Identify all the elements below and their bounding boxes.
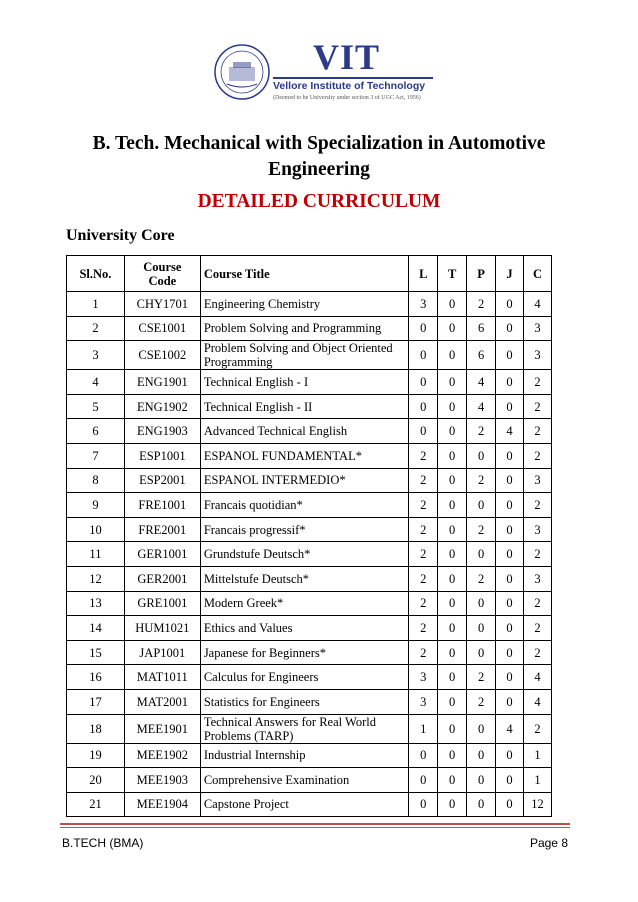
cell-t: 0 (438, 419, 467, 444)
table-row (67, 292, 552, 317)
cell-c: 2 (523, 419, 551, 444)
cell-slno: 7 (67, 443, 125, 468)
cell-p: 2 (467, 689, 496, 714)
cell-p: 4 (467, 370, 496, 395)
cell-j: 0 (496, 743, 524, 768)
cell-course-code: GER1001 (124, 542, 200, 567)
cell-t: 0 (438, 591, 467, 616)
cell-t: 0 (438, 689, 467, 714)
cell-t: 0 (438, 566, 467, 591)
cell-l: 3 (409, 665, 438, 690)
header-l: L (409, 256, 438, 292)
cell-course-code: ENG1902 (124, 394, 200, 419)
cell-t: 0 (438, 292, 467, 317)
cell-slno: 3 (67, 341, 125, 370)
cell-j: 4 (496, 419, 524, 444)
cell-t: 0 (438, 394, 467, 419)
cell-t: 0 (438, 443, 467, 468)
cell-slno: 5 (67, 394, 125, 419)
cell-course-title: Technical English - I (200, 370, 408, 395)
cell-p: 0 (467, 640, 496, 665)
cell-course-title: Mittelstufe Deutsch* (200, 566, 408, 591)
cell-p: 0 (467, 714, 496, 743)
table-row (67, 665, 552, 690)
cell-l: 2 (409, 591, 438, 616)
vit-wordmark: VIT (313, 37, 381, 77)
cell-course-code: MEE1904 (124, 792, 200, 817)
table-row (67, 566, 552, 591)
cell-l: 3 (409, 292, 438, 317)
table-row (67, 591, 552, 616)
table-row (67, 743, 552, 768)
cell-slno: 10 (67, 517, 125, 542)
institute-name: Vellore Institute of Technology (273, 80, 426, 92)
cell-j: 0 (496, 689, 524, 714)
header-p: P (467, 256, 496, 292)
cell-l: 0 (409, 792, 438, 817)
table-row (67, 419, 552, 444)
cell-course-code: MAT2001 (124, 689, 200, 714)
cell-p: 4 (467, 394, 496, 419)
header-code-line-1: Course (143, 259, 182, 274)
header-course-title: Course Title (200, 256, 408, 292)
table-header-row (67, 256, 552, 292)
footer-rule (60, 823, 570, 825)
cell-course-code: GRE1001 (124, 591, 200, 616)
cell-j: 0 (496, 665, 524, 690)
cell-l: 0 (409, 743, 438, 768)
cell-j: 0 (496, 468, 524, 493)
cell-j: 0 (496, 542, 524, 567)
cell-course-code: MEE1902 (124, 743, 200, 768)
cell-slno: 11 (67, 542, 125, 567)
cell-course-title: Problem Solving and Object Oriented Programming (200, 341, 408, 370)
cell-p: 6 (467, 341, 496, 370)
page-subtitle: DETAILED CURRICULUM (197, 191, 441, 212)
table-row (67, 493, 552, 518)
cell-p: 0 (467, 493, 496, 518)
cell-c: 2 (523, 640, 551, 665)
cell-c: 3 (523, 468, 551, 493)
table-row (67, 394, 552, 419)
cell-c: 3 (523, 341, 551, 370)
cell-j: 0 (496, 493, 524, 518)
cell-l: 2 (409, 640, 438, 665)
cell-slno: 8 (67, 468, 125, 493)
cell-j: 0 (496, 792, 524, 817)
cell-p: 0 (467, 616, 496, 641)
cell-p: 2 (467, 292, 496, 317)
cell-t: 0 (438, 714, 467, 743)
cell-c: 3 (523, 517, 551, 542)
cell-c: 2 (523, 493, 551, 518)
cell-course-title: Francais progressif* (200, 517, 408, 542)
cell-course-title: Grundstufe Deutsch* (200, 542, 408, 567)
table-row (67, 370, 552, 395)
institute-tagline: (Deemed to be University under section 3 of UGC Act, 1956) (273, 95, 421, 101)
cell-course-title: Technical Answers for Real World Problems (TARP) (200, 714, 408, 743)
cell-l: 2 (409, 493, 438, 518)
table-row (67, 542, 552, 567)
cell-t: 0 (438, 493, 467, 518)
cell-p: 0 (467, 443, 496, 468)
cell-l: 0 (409, 341, 438, 370)
logo-rule (273, 77, 433, 79)
cell-l: 0 (409, 316, 438, 341)
header-slno: Sl.No. (67, 256, 125, 292)
table-row (67, 714, 552, 743)
cell-l: 2 (409, 468, 438, 493)
cell-t: 0 (438, 665, 467, 690)
table-row (67, 517, 552, 542)
table-row (67, 443, 552, 468)
header-course-code (124, 256, 200, 292)
cell-p: 2 (467, 665, 496, 690)
cell-c: 2 (523, 542, 551, 567)
cell-course-title: Japanese for Beginners* (200, 640, 408, 665)
cell-slno: 6 (67, 419, 125, 444)
cell-t: 0 (438, 370, 467, 395)
cell-t: 0 (438, 468, 467, 493)
cell-course-code: MEE1903 (124, 768, 200, 793)
cell-course-code: ESP1001 (124, 443, 200, 468)
cell-course-code: CSE1002 (124, 341, 200, 370)
cell-course-title: ESPANOL FUNDAMENTAL* (200, 443, 408, 468)
cell-j: 0 (496, 316, 524, 341)
cell-course-title: Francais quotidian* (200, 493, 408, 518)
cell-course-code: MAT1011 (124, 665, 200, 690)
cell-course-title: Ethics and Values (200, 616, 408, 641)
cell-l: 2 (409, 616, 438, 641)
title-line-2: Engineering (268, 159, 370, 180)
cell-t: 0 (438, 316, 467, 341)
cell-t: 0 (438, 743, 467, 768)
table-row (67, 468, 552, 493)
page-title (60, 131, 578, 183)
cell-course-code: HUM1021 (124, 616, 200, 641)
table-row (67, 640, 552, 665)
cell-p: 2 (467, 566, 496, 591)
cell-c: 3 (523, 316, 551, 341)
vit-logo (213, 38, 431, 112)
cell-slno: 19 (67, 743, 125, 768)
cell-course-title: Industrial Internship (200, 743, 408, 768)
cell-j: 0 (496, 768, 524, 793)
cell-c: 2 (523, 591, 551, 616)
cell-slno: 4 (67, 370, 125, 395)
cell-p: 6 (467, 316, 496, 341)
header-code-line-2: Code (148, 273, 177, 288)
table-row (67, 792, 552, 817)
header-t: T (438, 256, 467, 292)
cell-j: 0 (496, 591, 524, 616)
cell-t: 0 (438, 768, 467, 793)
cell-c: 2 (523, 616, 551, 641)
cell-slno: 1 (67, 292, 125, 317)
cell-slno: 16 (67, 665, 125, 690)
cell-p: 0 (467, 542, 496, 567)
table-row (67, 316, 552, 341)
footer-page-number: Page 8 (529, 836, 568, 850)
cell-p: 0 (467, 768, 496, 793)
cell-c: 1 (523, 768, 551, 793)
cell-slno: 21 (67, 792, 125, 817)
footer-rule-thin (60, 827, 570, 828)
header-c: C (523, 256, 551, 292)
cell-course-title: Comprehensive Examination (200, 768, 408, 793)
cell-l: 0 (409, 768, 438, 793)
cell-t: 0 (438, 792, 467, 817)
cell-slno: 12 (67, 566, 125, 591)
cell-j: 0 (496, 341, 524, 370)
cell-slno: 13 (67, 591, 125, 616)
title-line-1: B. Tech. Mechanical with Specialization in Automotive (92, 133, 546, 154)
cell-t: 0 (438, 616, 467, 641)
cell-course-title: Engineering Chemistry (200, 292, 408, 317)
cell-p: 0 (467, 743, 496, 768)
cell-t: 0 (438, 542, 467, 567)
cell-course-title: Modern Greek* (200, 591, 408, 616)
cell-course-code: FRE2001 (124, 517, 200, 542)
cell-l: 0 (409, 370, 438, 395)
cell-p: 0 (467, 591, 496, 616)
cell-l: 0 (409, 394, 438, 419)
header-j: J (496, 256, 524, 292)
cell-c: 3 (523, 566, 551, 591)
cell-course-code: JAP1001 (124, 640, 200, 665)
cell-course-title: Calculus for Engineers (200, 665, 408, 690)
university-seal-icon (213, 42, 271, 102)
section-heading: University Core (66, 227, 175, 244)
cell-course-code: ESP2001 (124, 468, 200, 493)
cell-course-title: Problem Solving and Programming (200, 316, 408, 341)
cell-course-code: FRE1001 (124, 493, 200, 518)
cell-course-title: Technical English - II (200, 394, 408, 419)
cell-c: 4 (523, 689, 551, 714)
cell-course-code: ENG1901 (124, 370, 200, 395)
cell-t: 0 (438, 517, 467, 542)
cell-c: 2 (523, 394, 551, 419)
cell-c: 4 (523, 665, 551, 690)
curriculum-table (66, 255, 552, 817)
cell-c: 12 (523, 792, 551, 817)
cell-j: 0 (496, 443, 524, 468)
table-row (67, 616, 552, 641)
cell-j: 0 (496, 292, 524, 317)
cell-c: 4 (523, 292, 551, 317)
cell-j: 0 (496, 616, 524, 641)
cell-slno: 15 (67, 640, 125, 665)
table-row (67, 768, 552, 793)
cell-course-title: Capstone Project (200, 792, 408, 817)
cell-course-title: Advanced Technical English (200, 419, 408, 444)
cell-j: 0 (496, 640, 524, 665)
cell-l: 2 (409, 566, 438, 591)
cell-p: 2 (467, 517, 496, 542)
cell-t: 0 (438, 341, 467, 370)
cell-slno: 14 (67, 616, 125, 641)
cell-course-code: ENG1903 (124, 419, 200, 444)
cell-slno: 17 (67, 689, 125, 714)
cell-course-code: CSE1001 (124, 316, 200, 341)
cell-p: 2 (467, 468, 496, 493)
cell-course-title: ESPANOL INTERMEDIO* (200, 468, 408, 493)
cell-t: 0 (438, 640, 467, 665)
cell-course-title: Statistics for Engineers (200, 689, 408, 714)
cell-course-code: CHY1701 (124, 292, 200, 317)
cell-l: 2 (409, 542, 438, 567)
cell-c: 2 (523, 714, 551, 743)
cell-l: 1 (409, 714, 438, 743)
cell-l: 2 (409, 517, 438, 542)
cell-c: 2 (523, 370, 551, 395)
cell-l: 3 (409, 689, 438, 714)
cell-slno: 2 (67, 316, 125, 341)
cell-slno: 18 (67, 714, 125, 743)
table-row (67, 341, 552, 370)
cell-p: 0 (467, 792, 496, 817)
cell-p: 2 (467, 419, 496, 444)
table-row (67, 689, 552, 714)
cell-j: 0 (496, 566, 524, 591)
cell-j: 0 (496, 370, 524, 395)
cell-j: 0 (496, 517, 524, 542)
cell-course-code: GER2001 (124, 566, 200, 591)
cell-course-code: MEE1901 (124, 714, 200, 743)
cell-c: 2 (523, 443, 551, 468)
cell-c: 1 (523, 743, 551, 768)
cell-l: 0 (409, 419, 438, 444)
cell-slno: 9 (67, 493, 125, 518)
cell-l: 2 (409, 443, 438, 468)
cell-j: 4 (496, 714, 524, 743)
footer-program: B.TECH (BMA) (62, 836, 144, 850)
cell-slno: 20 (67, 768, 125, 793)
cell-j: 0 (496, 394, 524, 419)
